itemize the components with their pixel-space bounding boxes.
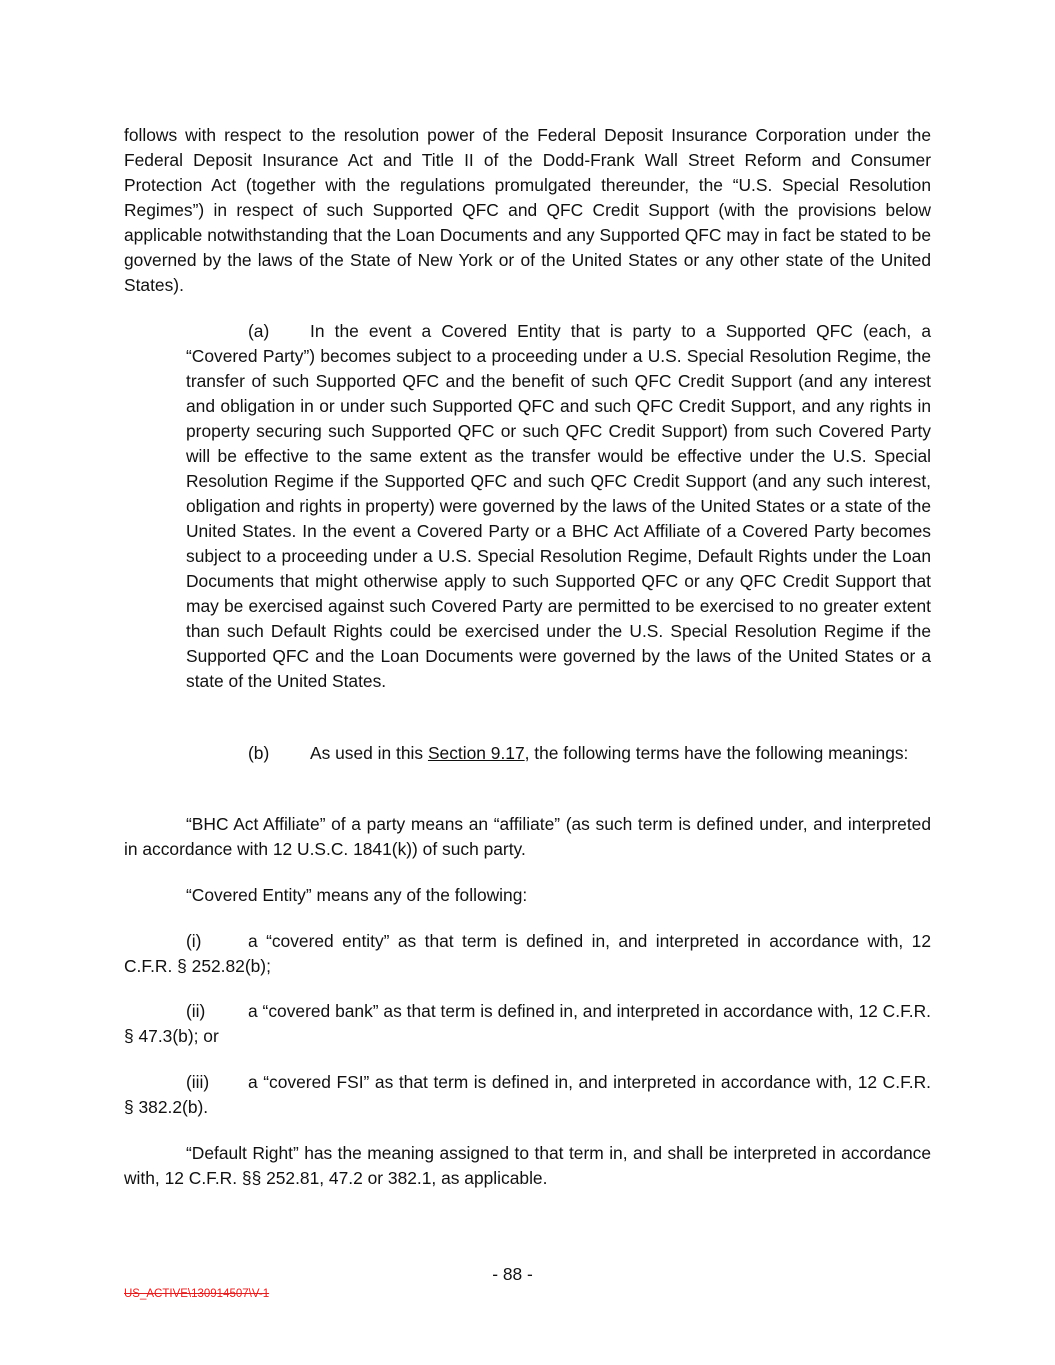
paragraph-b-text-before: As used in this [310, 743, 428, 763]
definition-covered-entity [124, 883, 931, 908]
definition-bhc-act-affiliate [124, 812, 931, 862]
list-item-i-label: (i) [186, 931, 202, 951]
list-item-i [124, 929, 931, 979]
list-item-iii-text: a “covered FSI” as that term is defined in, and interpreted in accordance with, 12 C.F.R. § 382.2(b). [124, 1072, 931, 1117]
definition-default-right-text: “Default Right” has the meaning assigned to that term in, and shall be interpreted in accordance with, 12 C.F.R. §§ 252.81, 47.2 or 382.1, as applicable. [124, 1143, 931, 1188]
section-reference-link: Section 9.17 [427, 743, 525, 763]
paragraph-b-label: (b) [248, 743, 270, 763]
paragraph-a-label: (a) [248, 321, 270, 341]
paragraph-a-text: In the event a Covered Entity that is party to a Supported QFC (each, a “Covered Party”) becomes subject to a proceeding under a U.S. Special Resolution Regime, the transfer of such Supported QFC and the benefit of such QFC Credit Support (and any interest and obligation in or under such Supported QFC and such QFC Credit Support, and any rights in property securing such Supported QFC or such QFC Credit Support) from such Covered Party will be effective to the same extent as the transfer would be effective under the U.S. Special Resolution Regime if the Supported QFC and such QFC Credit Support (and any such interest, obligation and rights in property) were governed by the laws of the United States or a state of the United States. In the event a Covered Party or a BHC Act Affiliate of a Covered Party becomes subject to a proceeding under a U.S. Special Resolution Regime, Default Rights under the Loan Documents that might otherwise apply to such Supported QFC or any QFC Credit Support that may be exercised against such Covered Party are permitted to be exercised to no greater extent than such Default Rights could be exercised under the U.S. Special Resolution Regime if the Supported QFC and the Loan Documents were governed by the laws of the United States or a state of the United States. [186, 321, 931, 691]
list-item-ii-label: (ii) [186, 1001, 206, 1021]
intro-paragraph: follows with respect to the resolution power of the Federal Deposit Insurance Corporation under the Federal Deposit Insurance Act and Title II of the Dodd-Frank Wall Street Reform and Consumer Protection Act (together with the regulations promulgated thereunder, the “U.S. Special Resolution Regimes”) in respect of such Supported QFC and QFC Credit Support (with the provisions below applicable notwithstanding that the Loan Documents and any Supported QFC may in fact be stated to be governed by the laws of the State of New York or of the United States or any other state of the United States). [124, 125, 931, 295]
definition-bhc-text: “BHC Act Affiliate” of a party means an “affiliate” (as such term is defined under, and interpreted in accordance with 12 U.S.C. 1841(k)) of such party. [124, 814, 931, 859]
list-item-iii-label: (iii) [186, 1072, 210, 1092]
list-item-ii [124, 999, 931, 1049]
paragraph-b-text-after: , the following terms have the following meanings: [524, 743, 909, 763]
document-id: US_ACTIVE\130914507\V-1 [124, 1288, 270, 1300]
page-number: - 88 - [492, 1264, 533, 1284]
definition-covered-entity-text: “Covered Entity” means any of the following: [186, 885, 528, 905]
list-item-i-text: a “covered entity” as that term is defined in, and interpreted in accordance with, 12 C.F.R. § 252.82(b); [124, 931, 931, 976]
list-item-ii-text: a “covered bank” as that term is defined in, and interpreted in accordance with, 12 C.F.R. § 47.3(b); or [124, 1001, 931, 1046]
list-item-iii [124, 1070, 931, 1120]
definition-default-right [124, 1141, 931, 1191]
paragraph-a [186, 319, 931, 694]
paragraph-b [186, 741, 931, 766]
